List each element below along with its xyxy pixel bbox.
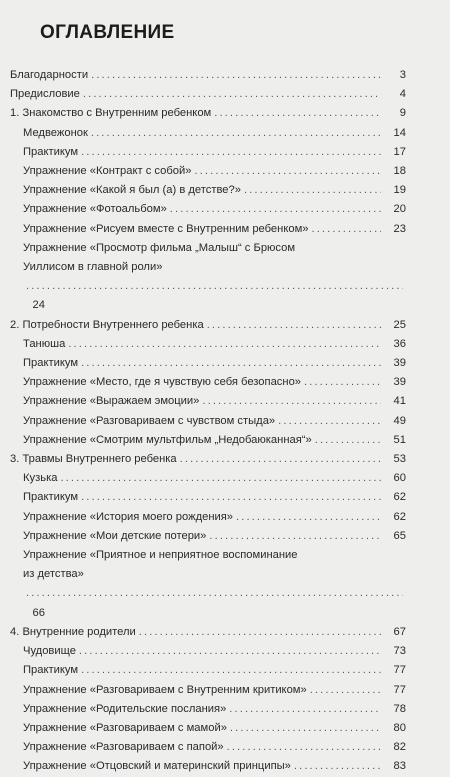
- dot-leader: [26, 277, 403, 296]
- dot-leader: [91, 66, 381, 85]
- toc-entry-page-number: 9: [399, 107, 406, 120]
- toc-entry-label: Практикум: [23, 357, 79, 370]
- dot-leader: [180, 450, 381, 469]
- dot-leader: [60, 469, 381, 488]
- toc-entry-label: Упражнение «Разговариваем с папой»: [23, 741, 224, 754]
- toc-entry-page-number: 67: [393, 625, 406, 638]
- toc-entry-label: Танюша: [23, 337, 66, 350]
- toc-entry-page-number: 17: [393, 145, 406, 158]
- toc-entry: [10, 85, 406, 104]
- toc-entry-label: Чудовище: [23, 645, 76, 658]
- toc-entry-label: Упражнение «Разговариваем с мамой»: [23, 721, 227, 734]
- toc-entry: [10, 700, 406, 719]
- toc-entry: [10, 220, 406, 239]
- toc-entry-label-line1: Упражнение «Приятное и неприятное воспоминание: [23, 549, 298, 562]
- dot-leader: [68, 335, 381, 354]
- toc-entry-label: Упражнение «Смотрим мультфильм „Недобаюканная“»: [23, 433, 312, 446]
- dot-leader: [202, 392, 381, 411]
- toc-entry-label: Упражнение «Фотоальбом»: [23, 203, 167, 216]
- toc-entry-page-number: 49: [393, 414, 406, 427]
- dot-leader: [209, 527, 381, 546]
- dot-leader: [244, 181, 381, 200]
- toc-entry: [10, 527, 406, 546]
- toc-entry-page-number: 82: [393, 741, 406, 754]
- toc-entry-label: 2. Потребности Внутреннего ребенка: [10, 318, 204, 331]
- toc-entry-label: Практикум: [23, 664, 79, 677]
- toc-entry-page-number: 77: [393, 683, 406, 696]
- toc-entry-page-number: 41: [393, 395, 406, 408]
- toc-entry-page-number: 53: [393, 453, 406, 466]
- toc-entry: [10, 738, 406, 757]
- toc-entry: [10, 488, 406, 507]
- toc-entry: [10, 412, 406, 431]
- toc-entry: [10, 239, 406, 316]
- toc-entry: [10, 757, 406, 776]
- toc-entry-page-number: 60: [393, 472, 406, 485]
- toc-entry-label: Упражнение «Место, где я чувствую себя безопасно»: [23, 376, 302, 389]
- toc-entry: [10, 143, 406, 162]
- toc-entry-label: Практикум: [23, 145, 79, 158]
- page-title: ОГЛАВЛЕНИЕ: [40, 22, 175, 43]
- toc-entry-label: Благодарности: [10, 69, 89, 81]
- toc-entry: [10, 373, 406, 392]
- toc-entry-page-number: 24: [32, 299, 45, 312]
- dot-leader: [310, 681, 381, 700]
- dot-leader: [26, 584, 403, 603]
- toc-entry-label: Упражнение «Отцовский и материнский принципы»: [23, 760, 291, 773]
- toc-entry-label: Упражнение «История моего рождения»: [23, 510, 234, 523]
- toc-entry-page-number: 62: [393, 510, 406, 523]
- toc-entry: [10, 508, 406, 527]
- toc-entry: [10, 66, 406, 85]
- toc-entry-page-number: 4: [399, 88, 406, 101]
- toc-entry-page-number: 78: [393, 702, 406, 715]
- toc-entry: [10, 316, 406, 335]
- toc-entry-label: Медвежонок: [23, 126, 88, 139]
- dot-leader: [207, 316, 381, 335]
- dot-leader: [170, 200, 381, 219]
- toc-entry-label: 1. Знакомство с Внутренним ребенком: [10, 107, 212, 120]
- dot-leader: [81, 488, 381, 507]
- toc-entry-label: Упражнение «Рисуем вместе с Внутренним ребенком»: [23, 222, 309, 235]
- dot-leader: [294, 757, 381, 776]
- dot-leader: [79, 642, 381, 661]
- toc-entry-label: Предисловие: [10, 88, 80, 101]
- toc-entry: [10, 181, 406, 200]
- dot-leader: [236, 508, 381, 527]
- dot-leader: [91, 124, 381, 143]
- toc-entry: [10, 642, 406, 661]
- toc-entry-page-number: 39: [393, 357, 406, 370]
- toc-entry-page-number: 18: [393, 165, 406, 178]
- dot-leader: [81, 354, 381, 373]
- toc-entry-label: Практикум: [23, 491, 79, 504]
- toc-entry-page-number: 77: [393, 664, 406, 677]
- toc-entry: [10, 162, 406, 181]
- dot-leader: [81, 143, 381, 162]
- toc-entry-page-number: 62: [393, 491, 406, 504]
- toc-entry: [10, 469, 406, 488]
- toc-entry-label: 3. Травмы Внутреннего ребенка: [10, 453, 177, 466]
- dot-leader: [227, 738, 381, 757]
- dot-leader: [194, 162, 381, 181]
- dot-leader: [83, 85, 381, 104]
- toc-entry-page-number: 73: [393, 645, 406, 658]
- table-of-contents: [10, 66, 406, 777]
- toc-entry-page-number: 83: [393, 760, 406, 773]
- toc-entry-page-number: 25: [393, 318, 406, 331]
- toc-entry-page-number: 36: [393, 337, 406, 350]
- toc-entry-page-number: 80: [393, 721, 406, 734]
- toc-entry-label: Упражнение «Разговариваем с чувством стыда»: [23, 414, 276, 427]
- toc-entry: [10, 200, 406, 219]
- toc-entry-label: Упражнение «Какой я был (а) в детстве?»: [23, 184, 241, 197]
- toc-entry-label: Упражнение «Выражаем эмоции»: [23, 395, 200, 408]
- toc-entry: [10, 719, 406, 738]
- dot-leader: [315, 431, 381, 450]
- toc-entry-label: Уиллисом в главной роли»: [23, 261, 163, 274]
- toc-entry-page-number: 66: [32, 606, 45, 619]
- toc-entry-page-number: 3: [399, 69, 406, 81]
- toc-entry-label: Кузька: [23, 472, 58, 485]
- toc-entry-page-number: 23: [393, 222, 406, 235]
- toc-entry: [10, 392, 406, 411]
- dot-leader: [229, 700, 381, 719]
- toc-entry: [10, 681, 406, 700]
- dot-leader: [230, 719, 381, 738]
- toc-entry-label-line1: Упражнение «Просмотр фильма „Малыш“ с Брюсом: [23, 241, 296, 254]
- toc-entry: [10, 335, 406, 354]
- toc-entry: [10, 354, 406, 373]
- toc-entry-page-number: 51: [393, 433, 406, 446]
- dot-leader: [311, 220, 381, 239]
- toc-entry-page-number: 39: [393, 376, 406, 389]
- toc-entry-label: Упражнение «Разговариваем с Внутренним критиком»: [23, 683, 307, 696]
- toc-entry-label: Упражнение «Мои детские потери»: [23, 529, 207, 542]
- toc-entry-label: из детства»: [23, 568, 84, 581]
- toc-entry: [10, 124, 406, 143]
- toc-entry-label: 4. Внутренние родители: [10, 625, 136, 638]
- toc-entry: [10, 623, 406, 642]
- toc-entry-page-number: 65: [393, 529, 406, 542]
- dot-leader: [139, 623, 381, 642]
- toc-entry: [10, 431, 406, 450]
- toc-entry: [10, 450, 406, 469]
- dot-leader: [278, 412, 381, 431]
- toc-entry: [10, 104, 406, 123]
- toc-entry-label: Упражнение «Контракт с собой»: [23, 165, 192, 178]
- dot-leader: [214, 104, 381, 123]
- toc-entry-label: Упражнение «Родительские послания»: [23, 702, 227, 715]
- toc-entry: [10, 546, 406, 623]
- toc-entry-page-number: 20: [393, 203, 406, 216]
- toc-entry-page-number: 14: [393, 126, 406, 139]
- toc-entry-page-number: 19: [393, 184, 406, 197]
- dot-leader: [304, 373, 381, 392]
